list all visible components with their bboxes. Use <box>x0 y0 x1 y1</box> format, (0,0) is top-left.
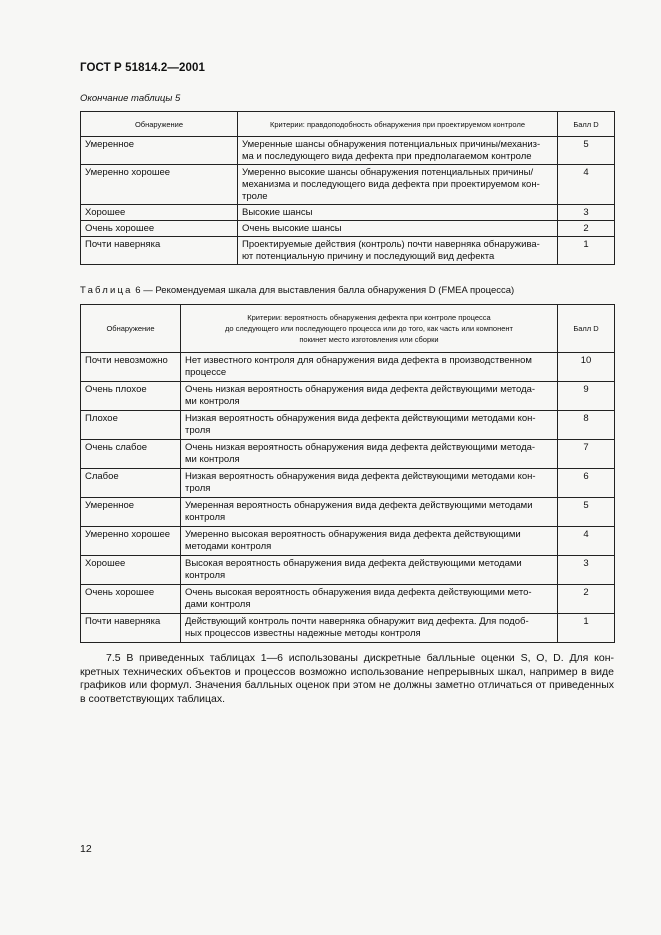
table-row <box>81 411 615 440</box>
page-number: 12 <box>80 843 92 855</box>
criteria-line: Действующий контроль почти наверняка обнаружит вид дефекта. Для подоб- <box>185 616 529 627</box>
criteria-line: Очень высокие шансы <box>242 223 342 234</box>
col-header-criteria <box>181 305 558 353</box>
table-row <box>81 498 615 527</box>
criteria-cell <box>181 353 558 382</box>
criteria-line: Очень низкая вероятность обнаружения вида дефекта действующими метода- <box>185 384 536 395</box>
col-header-detection: Обнаружение <box>81 305 181 353</box>
detection-level-cell: Умеренно хорошее <box>81 165 238 205</box>
detection-level-cell: Умеренное <box>81 498 181 527</box>
score-cell: 8 <box>558 411 615 440</box>
criteria-cell <box>181 411 558 440</box>
criteria-line: контроля <box>185 512 226 523</box>
criteria-line: ми контроля <box>185 396 240 407</box>
criteria-cell <box>181 614 558 643</box>
paragraph-text: 7.5 В приведенных таблицах 1—6 использованы дискретные балльные оценки S, O, D. Для кон-кретных технических объектов и процессов возможно использование непрерывных шкал, например в виде графиков или формул. Значения балльных оценок при этом не должны заметно отличаться от приведенных в соответствующих таблицах. <box>80 652 614 705</box>
table-row <box>81 237 615 265</box>
criteria-cell <box>181 527 558 556</box>
criteria-line: Умеренные шансы обнаружения потенциальных причины/механиз- <box>242 139 541 150</box>
table5-body <box>81 137 615 265</box>
score-cell: 2 <box>558 221 615 237</box>
criteria-line: Высокие шансы <box>242 207 313 218</box>
table-5 <box>80 111 615 265</box>
score-cell: 9 <box>558 382 615 411</box>
criteria-cell <box>238 221 558 237</box>
detection-level-cell: Почти невозможно <box>81 353 181 382</box>
detection-level-cell: Очень хорошее <box>81 221 238 237</box>
criteria-line: Умеренно высокая вероятность обнаружения вида дефекта действующими <box>185 529 521 540</box>
score-cell: 2 <box>558 585 615 614</box>
document-code: ГОСТ Р 51814.2—2001 <box>80 62 205 74</box>
score-cell: 6 <box>558 469 615 498</box>
detection-level-cell: Почти наверняка <box>81 614 181 643</box>
criteria-cell <box>181 469 558 498</box>
table-row <box>81 556 615 585</box>
criteria-line: ных процессов известны надежные методы контроля <box>185 628 421 639</box>
score-cell: 3 <box>558 556 615 585</box>
score-cell: 7 <box>558 440 615 469</box>
criteria-cell <box>181 382 558 411</box>
criteria-line: ми контроля <box>185 454 240 465</box>
detection-level-cell: Очень плохое <box>81 382 181 411</box>
criteria-cell <box>181 585 558 614</box>
criteria-line: Низкая вероятность обнаружения вида дефекта действующими методами кон- <box>185 471 536 482</box>
criteria-cell <box>238 237 558 265</box>
score-cell: 4 <box>558 527 615 556</box>
detection-level-cell: Хорошее <box>81 556 181 585</box>
table6-caption-title: — Рекомендуемая шкала для выставления балла обнаружения D (FMEA процесса) <box>140 285 515 296</box>
criteria-line: Проектируемые действия (контроль) почти наверняка обнаружива- <box>242 239 540 250</box>
criteria-cell <box>238 205 558 221</box>
score-cell: 5 <box>558 498 615 527</box>
detection-level-cell: Почти наверняка <box>81 237 238 265</box>
criteria-line: контроля <box>185 570 226 581</box>
col-header-criteria: Критерии: правдоподобность обнаружения при проектируемом контроле <box>238 112 558 137</box>
table-row <box>81 614 615 643</box>
criteria-line: троле <box>242 191 268 202</box>
criteria-line: ма и последующего вида дефекта при предполагаемом контроле <box>242 151 532 162</box>
score-cell: 3 <box>558 205 615 221</box>
section-7-5-paragraph <box>80 652 614 706</box>
table6-body <box>81 353 615 643</box>
col-header-score: Балл D <box>558 305 615 353</box>
col-header-detection: Обнаружение <box>81 112 238 137</box>
detection-level-cell: Умеренное <box>81 137 238 165</box>
table-row <box>81 469 615 498</box>
criteria-cell <box>238 137 558 165</box>
criteria-line: Умеренно высокие шансы обнаружения потенциальных причины/ <box>242 167 534 178</box>
criteria-line: Умеренная вероятность обнаружения вида дефекта действующими методами <box>185 500 533 511</box>
score-cell: 1 <box>558 614 615 643</box>
table-row <box>81 440 615 469</box>
table-row <box>81 205 615 221</box>
criteria-cell <box>238 165 558 205</box>
score-cell: 4 <box>558 165 615 205</box>
criteria-line: процессе <box>185 367 227 378</box>
table-row <box>81 353 615 382</box>
criteria-line: Низкая вероятность обнаружения вида дефекта действующими методами кон- <box>185 413 536 424</box>
criteria-line: Очень высокая вероятность обнаружения вида дефекта действующими мето- <box>185 587 532 598</box>
criteria-line: Очень низкая вероятность обнаружения вида дефекта действующими метода- <box>185 442 536 453</box>
score-cell: 1 <box>558 237 615 265</box>
score-cell: 5 <box>558 137 615 165</box>
table-6 <box>80 304 615 643</box>
table-row <box>81 527 615 556</box>
detection-level-cell: Очень слабое <box>81 440 181 469</box>
criteria-line: троля <box>185 425 211 436</box>
detection-level-cell: Хорошее <box>81 205 238 221</box>
score-cell: 10 <box>558 353 615 382</box>
criteria-header-line: покинет место изготовления или сборки <box>299 335 439 344</box>
table6-caption-label: Таблица <box>80 285 133 296</box>
criteria-line: троля <box>185 483 211 494</box>
detection-level-cell: Умеренно хорошее <box>81 527 181 556</box>
col-header-score: Балл D <box>558 112 615 137</box>
table-row <box>81 585 615 614</box>
criteria-line: механизма и последующего вида дефекта при проектируемом кон- <box>242 179 540 190</box>
criteria-line: ют потенциальную причину и последующий вид дефекта <box>242 251 495 262</box>
criteria-cell <box>181 440 558 469</box>
criteria-line: дами контроля <box>185 599 251 610</box>
criteria-cell <box>181 498 558 527</box>
detection-level-cell: Плохое <box>81 411 181 440</box>
criteria-line: Нет известного контроля для обнаружения вида дефекта в производственном <box>185 355 532 366</box>
table-row <box>81 221 615 237</box>
criteria-header-line: Критерии: вероятность обнаружения дефекта при контроле процесса <box>247 313 491 322</box>
detection-level-cell: Очень хорошее <box>81 585 181 614</box>
table6-caption-number: 6 <box>135 285 141 296</box>
table5-caption: Окончание таблицы 5 <box>80 93 181 104</box>
table6-caption <box>80 285 514 296</box>
criteria-line: Высокая вероятность обнаружения вида дефекта действующими методами <box>185 558 522 569</box>
table-row <box>81 382 615 411</box>
criteria-header-line: до следующего или последующего процесса или до того, как часть или компонент <box>225 324 513 333</box>
criteria-cell <box>181 556 558 585</box>
detection-level-cell: Слабое <box>81 469 181 498</box>
criteria-line: методами контроля <box>185 541 272 552</box>
table-row <box>81 137 615 165</box>
table-row <box>81 165 615 205</box>
